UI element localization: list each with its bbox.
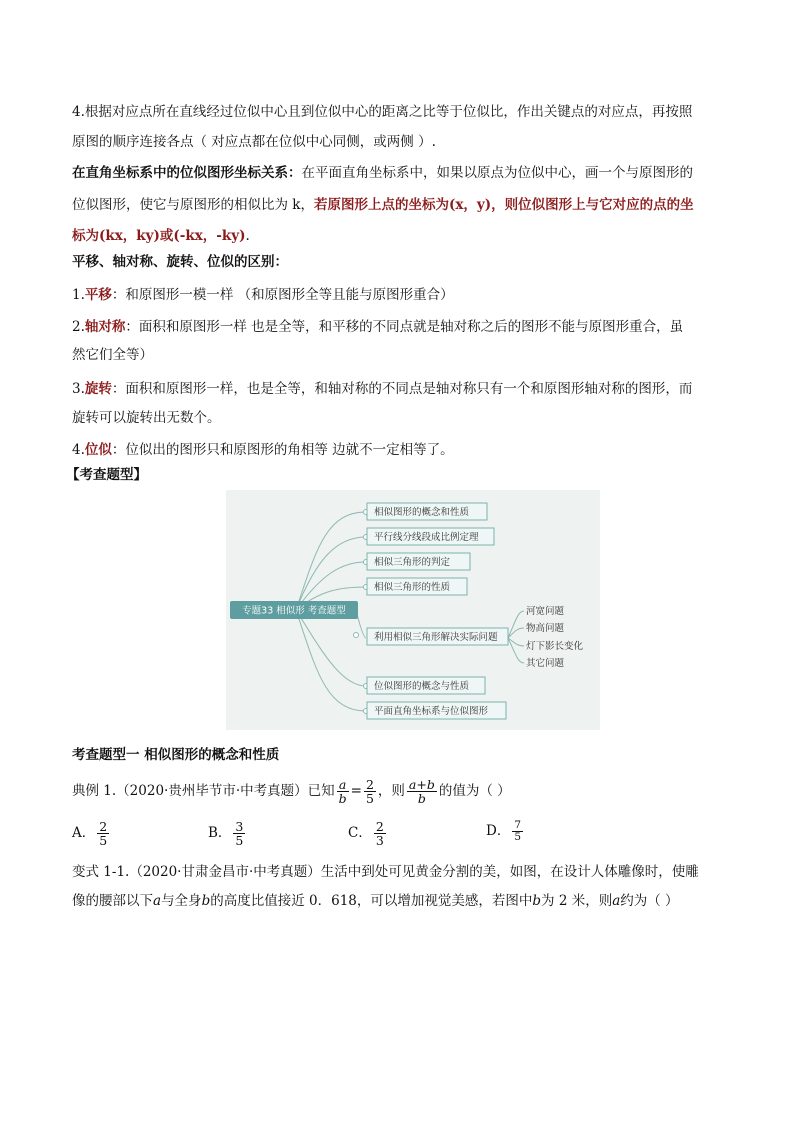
connector: [508, 611, 524, 638]
option-b: [208, 820, 247, 847]
numerator: 7: [514, 819, 522, 831]
connector: [296, 537, 366, 610]
var-a: a: [153, 893, 162, 909]
denominator: 5: [99, 833, 108, 848]
diff-item4: [72, 441, 454, 459]
numerator: 2: [375, 819, 384, 834]
coord-text2: 位似图形，使它与原图形的相似比为 k，: [72, 197, 314, 213]
item-number: 3.: [72, 381, 85, 397]
coord-text1: 在平面直角坐标系中，如果以原点为位似中心，画一个与原图形的: [301, 165, 693, 181]
coord-label: 在直角坐标系中的位似图形坐标关系：: [72, 165, 302, 181]
example1-mid: ，则: [377, 783, 405, 799]
diff-item3: [72, 380, 692, 398]
diff-item3-cont: 旋转可以旋转出无数个。: [72, 410, 221, 426]
option-d: [486, 820, 525, 843]
diff-item2: [72, 318, 683, 336]
type1-title: 考查题型一 相似图形的概念和性质: [72, 747, 280, 763]
option-label: A．: [72, 825, 96, 841]
text-seg: 像的腰部以下: [72, 893, 153, 909]
text-seg: 的高度比值接近 0．618，可以增加视觉美感，若图中: [210, 893, 533, 909]
coord-line1: [72, 164, 693, 182]
numerator: a: [337, 778, 349, 792]
var-a: a: [612, 893, 621, 909]
connector: [508, 638, 524, 663]
denominator: b: [338, 791, 347, 806]
sub-label: 其它问题: [526, 658, 565, 669]
option-fraction: [97, 820, 109, 847]
coord-line2: [72, 196, 694, 214]
denominator: b: [417, 791, 426, 806]
branch-label: 相似三角形的性质: [374, 582, 451, 593]
diff-item2-cont: 然它们全等）: [72, 347, 153, 363]
denominator: 3: [375, 833, 384, 848]
diff-heading: 平移、轴对称、旋转、位似的区别：: [72, 254, 288, 270]
connector: [296, 610, 366, 686]
option-label: C．: [348, 825, 372, 841]
fraction-a-over-b: [337, 778, 349, 805]
coord-red3: 标为(kx，ky)或(-kx，-ky): [72, 228, 246, 244]
diff-item1: [72, 286, 454, 304]
variant1-line2: [72, 892, 679, 910]
sub-label: 物高问题: [526, 623, 565, 634]
option-fraction: [512, 820, 523, 843]
option-label: D．: [486, 823, 511, 839]
fraction-a-plus-b-over-b: [407, 778, 437, 805]
example1-stem: [72, 773, 511, 809]
connector: [508, 638, 524, 646]
numerator: 3: [235, 819, 244, 834]
fraction-2-over-5: [364, 778, 376, 805]
step4-line1: 4.根据对应点所在直线经过位似中心且到位似中心的距离之比等于位似比，作出关键点的对应点，再按照: [72, 104, 693, 120]
denominator: 5: [235, 833, 244, 848]
option-a: [72, 820, 111, 847]
item-text: ：面积和原图形一样 也是全等，和平移的不同点就是轴对称之后的图形不能与原图形重合，虽: [125, 319, 684, 335]
section-title: 【考查题型】: [66, 467, 147, 483]
text-seg: 约为（ ）: [620, 893, 679, 909]
option-label: B．: [208, 825, 232, 841]
branch-label: 利用相似三角形解决实际问题: [374, 632, 498, 643]
denominator: 5: [365, 791, 374, 806]
coord-red2: 若原图形上点的坐标为(x，y)，则位似图形上与它对应的点的坐: [313, 197, 694, 213]
example1-prefix: 典例 1.（2020·贵州毕节市·中考真题）已知: [72, 783, 335, 799]
option-fraction: [233, 820, 245, 847]
sub-label: 灯下影长变化: [526, 641, 584, 652]
sub-label: 河宽问题: [526, 606, 565, 617]
var-b: b: [532, 893, 542, 909]
item-label: 旋转: [84, 381, 112, 397]
branch-label: 平面直角坐标系与位似图形: [374, 706, 489, 717]
branch-label: 相似三角形的判定: [374, 557, 451, 568]
item-text: ：位似出的图形只和原图形的角相等 边就不一定相等了。: [111, 442, 454, 458]
item-label: 位似: [84, 442, 112, 458]
denominator: 5: [514, 831, 522, 843]
item-text: ：面积和原图形一样，也是全等，和轴对称的不同点是轴对称只有一个和原图形轴对称的图形，而: [111, 381, 693, 397]
connector: [296, 610, 366, 711]
option-c: [348, 820, 388, 847]
numerator: 2: [99, 819, 108, 834]
variant1-line1: 变式 1-1.（2020·甘肃金昌市·中考真题）生活中到处可见黄金分割的美，如图，在设计人体雕像时，使雕: [72, 864, 699, 880]
item-number: 4.: [72, 442, 85, 458]
node-dot: [354, 633, 359, 638]
item-label: 轴对称: [84, 319, 126, 335]
mind-map: [226, 490, 600, 730]
mind-map-svg: [226, 490, 600, 730]
numerator: a+b: [408, 777, 435, 792]
coord-end3: .: [245, 228, 250, 244]
branch-label: 相似图形的概念和性质: [374, 507, 470, 518]
equals-sign: =: [350, 783, 362, 799]
numerator: 2: [365, 777, 374, 792]
item-label: 平移: [84, 287, 112, 303]
step4-line2: 原图的顺序连接各点（ 对应点都在位似中心同侧，或两侧 ）.: [72, 134, 436, 150]
text-seg: 与全身: [161, 893, 202, 909]
coord-line3: [72, 227, 250, 245]
item-text: ：和原图形一模一样 （和原图形全等且能与原图形重合）: [111, 287, 454, 303]
branch-label: 平行线分线段成比例定理: [374, 532, 479, 543]
connector: [296, 512, 366, 610]
example1-suffix: 的值为（ ）: [438, 783, 511, 799]
text-seg: 为 2 米，则: [541, 893, 613, 909]
item-number: 2.: [72, 319, 85, 335]
option-fraction: [374, 820, 386, 847]
branch-label: 位似图形的概念与性质: [374, 681, 470, 692]
var-b: b: [201, 893, 211, 909]
item-number: 1.: [72, 287, 85, 303]
center-node-label: 专题33 相似形 考查题型: [242, 605, 346, 617]
